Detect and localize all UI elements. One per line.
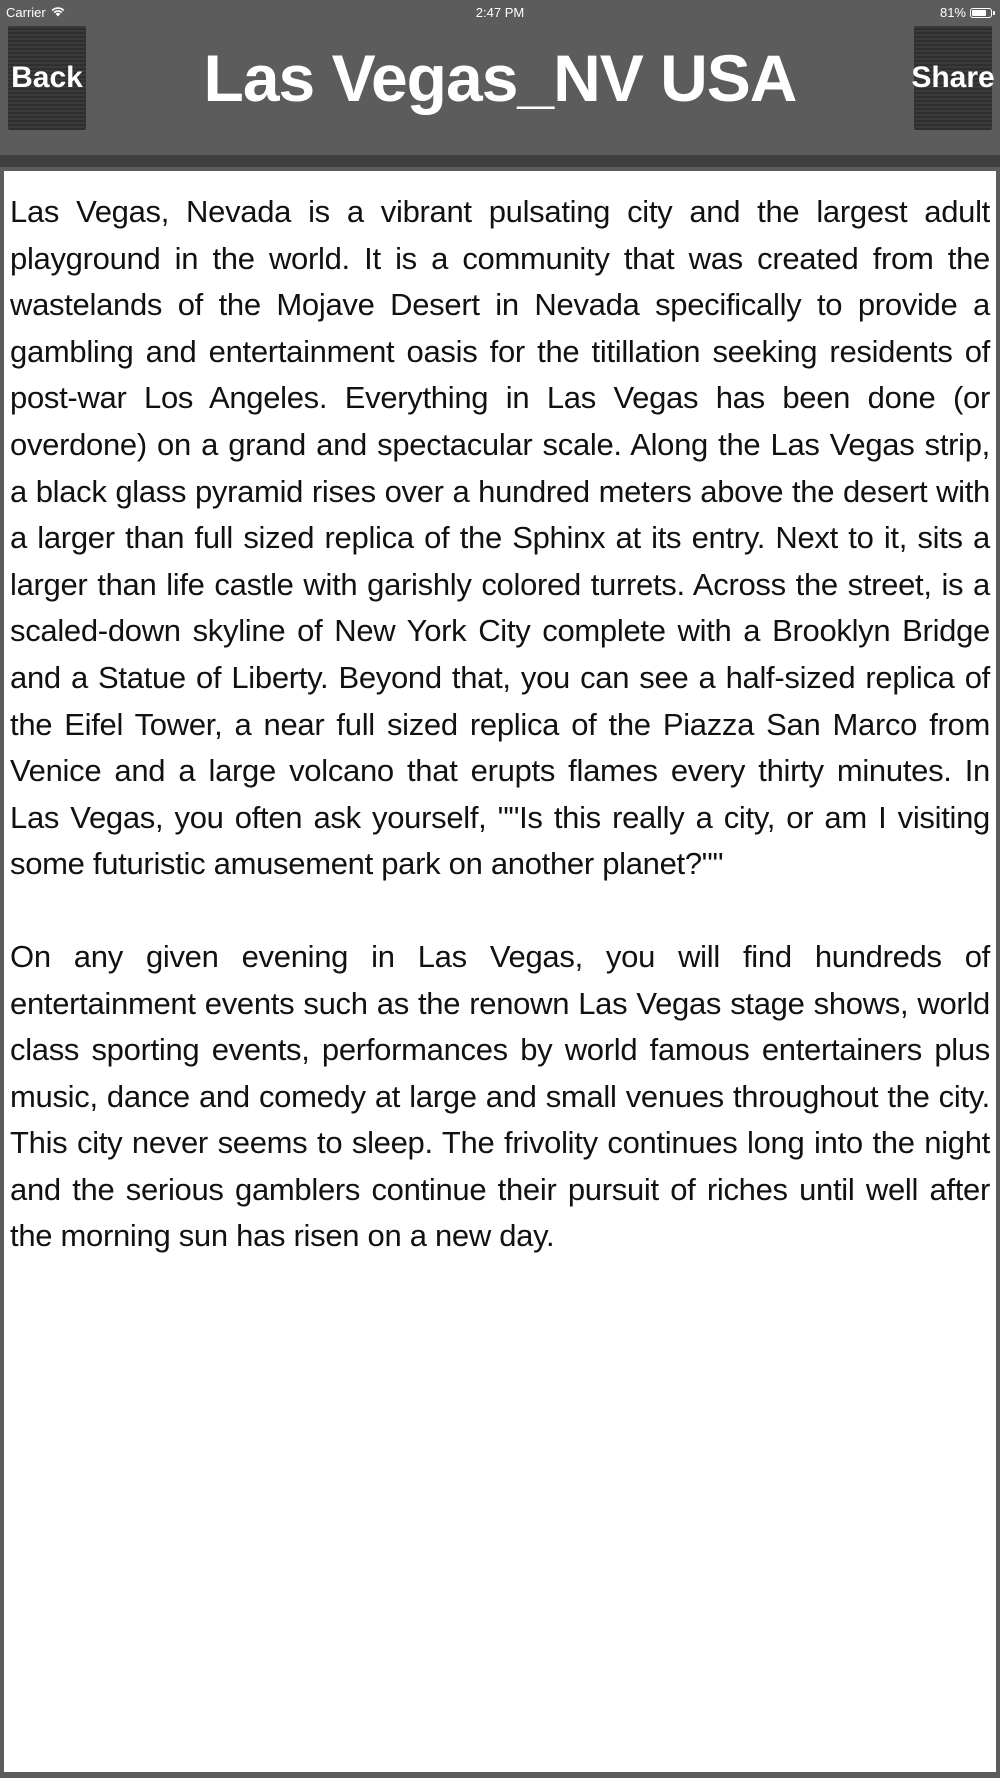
paragraph-2: On any given evening in Las Vegas, you will find hundreds of entertainment events such as the renown Las Vegas stage shows, world class sporting events, performances by world famous entertainers plus music, dance and comedy at large and small venues throughout the city. This city never seems to sleep. The frivolity continues long into the night and the serious gamblers continue their pursuit of riches until well after the morning sun has risen on a new day.	[10, 938, 990, 1254]
battery-percentage: 81%	[939, 5, 966, 20]
battery-level-fill	[972, 10, 986, 16]
status-bar	[0, 0, 1000, 26]
battery-icon	[970, 8, 992, 18]
clock: 2:47 PM	[475, 5, 525, 20]
paragraph-1: Las Vegas, Nevada is a vibrant pulsating city and the largest adult playground in the world. It is a community that was created from the wastelands of the Mojave Desert in Nevada specifically to provide a gambling and entertainment oasis for the titillation seeking residents of post-war Los Angeles. Everything in Las Vegas has been done (or overdone) on a grand and spectacular scale. Along the Las Vegas strip, a black glass pyramid rises over a hundred meters above the desert with a larger than full sized replica of the Sphinx at its entry. Next to it, sits a larger than life castle with garishly colored turrets. Across the street, is a scaled-down skyline of New York City complete with a Brooklyn Bridge and a Statue of Liberty. Beyond that, you can see a half-sized replica of the Eifel Tower, a near full sized replica of the Piazza San Marco from Venice and a large volcano that erupts flames every thirty minutes. In Las Vegas, you often ask yourself, ""Is this really a city, or am I visiting some futuristic amusement park on another planet?""	[10, 194, 990, 882]
header-divider	[0, 155, 1000, 167]
status-right	[940, 5, 992, 20]
carrier-label: Carrier	[6, 5, 46, 20]
content-text-view[interactable]	[4, 171, 996, 1772]
back-button[interactable]: Back	[8, 26, 86, 130]
page-title: Las Vegas_NV USA	[203, 41, 797, 115]
share-button[interactable]: Share	[914, 26, 992, 130]
